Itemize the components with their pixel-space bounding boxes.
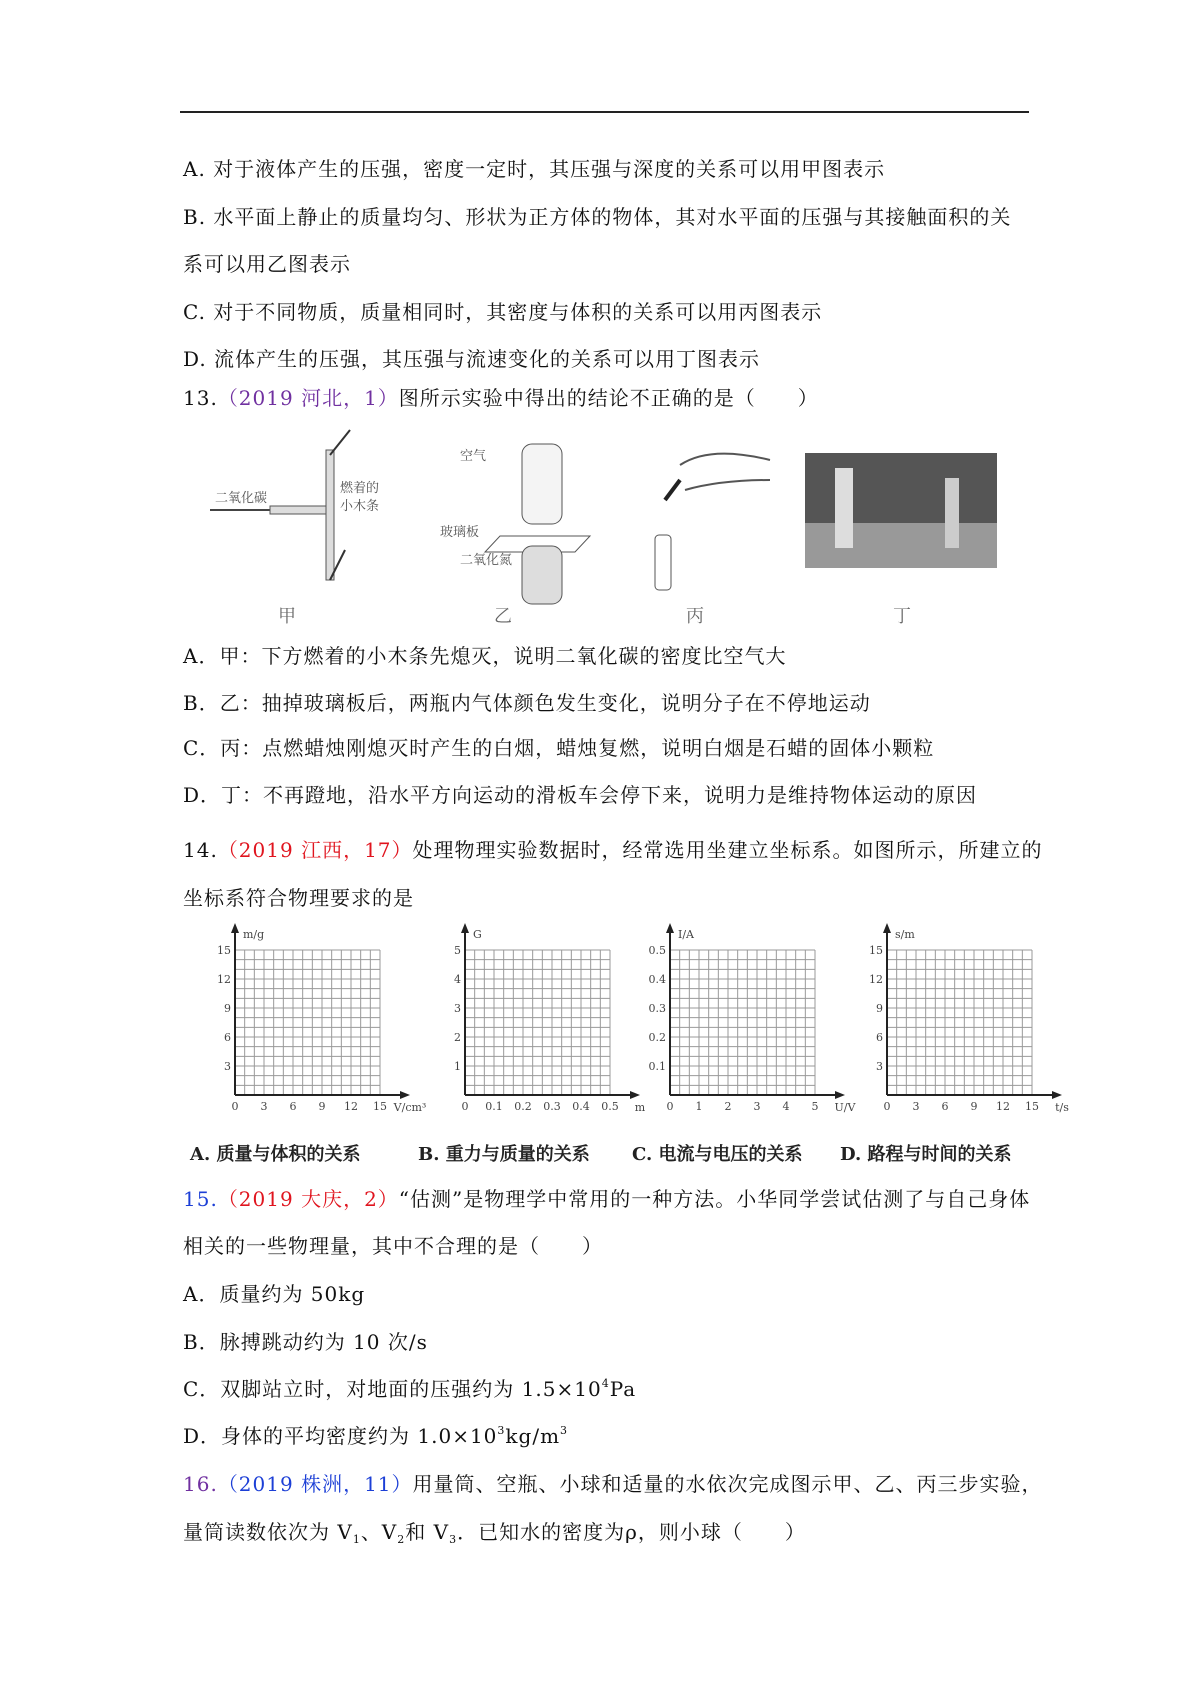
x-tick-label: 3 (260, 1100, 268, 1113)
x-tick-label: 15 (1025, 1100, 1039, 1113)
y-tick-label: 0.4 (648, 973, 666, 986)
q15-stem-cont: 相关的一些物理量，其中不合理的是（ ） (183, 1234, 603, 1258)
q15-option-b: B．脉搏跳动约为 10 次/s (183, 1330, 428, 1354)
y-tick-label: 15 (869, 944, 883, 957)
y-axis-label: s/m (895, 928, 915, 941)
x-tick-label: 9 (318, 1100, 326, 1113)
label-jia: 甲 (278, 606, 296, 627)
graph-d (862, 930, 1067, 1130)
q12-option-d: D. 流体产生的压强，其压强与流速变化的关系可以用丁图表示 (183, 347, 761, 371)
q16-stem (183, 1471, 1043, 1497)
y-tick-label: 4 (454, 973, 461, 986)
x-axis-label: t/s (1055, 1101, 1069, 1114)
y-arrow (666, 923, 674, 933)
x-tick-label: 9 (970, 1100, 978, 1113)
x-tick-label: 2 (724, 1100, 732, 1113)
x-arrow (835, 1091, 845, 1099)
air-label: 空气 (460, 449, 487, 464)
x-tick-label: 12 (996, 1100, 1010, 1113)
x-tick-label: 12 (344, 1100, 358, 1113)
q16-number: 16. (183, 1472, 218, 1496)
q16-source: （2019 株洲，11） (217, 1472, 413, 1496)
text: ．已知水的密度为ρ，则小球（ ） (457, 1520, 806, 1544)
x-tick-label: 0 (461, 1100, 469, 1113)
x-tick-label: 6 (941, 1100, 949, 1113)
y-axis-label: I/A (678, 928, 694, 941)
text: 和 V (405, 1520, 450, 1544)
y-tick-label: 5 (454, 944, 461, 957)
y-tick-label: 0.3 (648, 1002, 666, 1015)
x-tick-label: 3 (753, 1100, 761, 1113)
x-tick-label: 1 (695, 1100, 703, 1113)
x-tick-label: 0.5 (601, 1100, 619, 1113)
x-tick-label: 0.4 (572, 1100, 590, 1113)
no2-label: 二氧化氮 (460, 553, 513, 568)
graph-a (210, 928, 427, 1130)
y-tick-label: 15 (217, 944, 231, 957)
q12-option-c: C. 对于不同物质，质量相同时，其密度与体积的关系可以用丙图表示 (183, 300, 823, 324)
person-left (835, 468, 853, 548)
y-tick-label: 12 (217, 973, 231, 986)
unit: Pa (609, 1377, 637, 1401)
x-axis-label: U/V (834, 1101, 856, 1114)
y-arrow (461, 923, 469, 933)
q12-option-b-cont: 系可以用乙图表示 (183, 252, 351, 276)
q13-option-d: D．丁：不再蹬地，沿水平方向运动的滑板车会停下来，说明力是维持物体运动的原因 (183, 783, 978, 807)
x-tick-label: 4 (782, 1100, 790, 1113)
y-tick-label: 6 (876, 1031, 883, 1044)
header-rule (180, 111, 1029, 113)
unit: kg/m (505, 1424, 561, 1448)
y-tick-label: 9 (876, 1002, 883, 1015)
hand (680, 454, 770, 490)
q13-number: 13. (183, 386, 218, 410)
upper-bottle (522, 444, 562, 524)
co2-label: 二氧化碳 (215, 491, 268, 506)
q15-option-c (183, 1376, 636, 1402)
label-yi: 乙 (494, 606, 512, 627)
q15-text: “估测”是物理学中常用的一种方法。小华同学尝试估测了与自己身体 (398, 1187, 1031, 1211)
y-tick-label: 0.5 (648, 944, 666, 957)
text: D．身体的平均密度约为 1.0×10 (183, 1424, 498, 1448)
x-arrow (400, 1091, 410, 1099)
lower-bottle (522, 546, 562, 604)
q14-stem (183, 837, 1043, 863)
graph-c (645, 928, 856, 1130)
exponent: 3 (497, 1424, 506, 1437)
q15-number: 15. (183, 1187, 218, 1211)
plate-label: 玻璃板 (440, 525, 480, 540)
q14-text: 处理物理实验数据时，经常选用坐建立坐标系。如图所示，所建立的 (412, 838, 1043, 862)
subscript: 2 (397, 1533, 406, 1546)
figure-bing (640, 445, 780, 595)
q12-option-a: A. 对于液体产生的压强，密度一定时，其压强与深度的关系可以用甲图表示 (183, 157, 886, 181)
text: 量筒读数依次为 V (183, 1520, 353, 1544)
y-tick-label: 9 (224, 1002, 231, 1015)
q13-option-a: A．甲：下方燃着的小木条先熄灭，说明二氧化碳的密度比空气大 (183, 644, 787, 668)
y-arrow (883, 923, 891, 933)
caption-c: C. 电流与电压的关系 (632, 1144, 803, 1165)
y-tick-label: 3 (454, 1002, 461, 1015)
y-tick-label: 6 (224, 1031, 231, 1044)
y-tick-label: 0.2 (648, 1031, 666, 1044)
y-arrow (231, 923, 239, 933)
y-tick-label: 1 (454, 1060, 461, 1073)
x-arrow (630, 1091, 640, 1099)
x-axis-label: V/cm³ (393, 1101, 427, 1114)
q13-text: 图所示实验中得出的结论不正确的是（ ） (398, 386, 819, 410)
q12-option-b: B. 水平面上静止的质量均匀、形状为正方体的物体，其对水平面的压强与其接触面积的关 (183, 205, 1012, 229)
stick-label: 燃着的 (340, 481, 380, 496)
y-tick-label: 0.1 (648, 1060, 666, 1073)
unit-exponent: 3 (560, 1424, 569, 1437)
figure-ding-photo (805, 453, 997, 568)
q14-stem-cont: 坐标系符合物理要求的是 (183, 886, 414, 910)
x-tick-label: 0 (231, 1100, 239, 1113)
subscript: 3 (449, 1533, 458, 1546)
x-tick-label: 6 (289, 1100, 297, 1113)
wood-stick-top (330, 430, 350, 455)
q16-stem-cont (183, 1519, 806, 1545)
x-arrow (1052, 1091, 1062, 1099)
y-tick-label: 3 (224, 1060, 231, 1073)
x-tick-label: 0 (666, 1100, 674, 1113)
candle (655, 535, 671, 590)
x-tick-label: 0.1 (485, 1100, 503, 1113)
q15-source: （2019 大庆，2） (217, 1187, 399, 1211)
y-tick-label: 12 (869, 973, 883, 986)
q13-option-b: B．乙：抽掉玻璃板后，两瓶内气体颜色发生变化，说明分子在不停地运动 (183, 691, 871, 715)
y-tick-label: 3 (876, 1060, 883, 1073)
x-tick-label: 0 (883, 1100, 891, 1113)
x-tick-label: 3 (912, 1100, 920, 1113)
q14-source: （2019 江西，17） (217, 838, 413, 862)
x-tick-label: 0.2 (514, 1100, 532, 1113)
person-right (945, 478, 959, 548)
text: C．双脚站立时，对地面的压强约为 1.5×10 (183, 1377, 602, 1401)
caption-d: D. 路程与时间的关系 (840, 1144, 1012, 1165)
text: 、V (360, 1520, 398, 1544)
y-axis-label: m/g (243, 928, 265, 941)
q13-stem (183, 385, 819, 411)
t-tube (326, 450, 334, 580)
q16-text: 用量筒、空瓶、小球和适量的水依次完成图示甲、乙、丙三步实验， (412, 1472, 1043, 1496)
exponent: 4 (601, 1377, 610, 1390)
x-tick-label: 0.3 (543, 1100, 561, 1113)
graph-b (440, 930, 645, 1130)
q13-source: （2019 河北，1） (217, 386, 399, 410)
q15-option-d (183, 1423, 568, 1449)
q15-option-a: A．质量约为 50kg (183, 1282, 366, 1306)
x-tick-label: 15 (373, 1100, 387, 1113)
x-axis-label: m (634, 1101, 646, 1114)
y-axis-label: G (473, 928, 482, 941)
figure-yi (440, 436, 600, 601)
q14-number: 14. (183, 838, 218, 862)
x-tick-label: 5 (811, 1100, 819, 1113)
stick-label-2: 小木条 (340, 499, 380, 514)
label-bing: 丙 (686, 606, 704, 627)
subscript: 1 (352, 1533, 361, 1546)
caption-b: B. 重力与质量的关系 (418, 1144, 590, 1165)
label-ding: 丁 (893, 606, 911, 627)
q15-stem (183, 1186, 1030, 1212)
caption-a: A. 质量与体积的关系 (190, 1144, 361, 1165)
figure-jia (205, 430, 405, 600)
y-tick-label: 2 (454, 1031, 461, 1044)
q13-option-c: C．丙：点燃蜡烛刚熄灭时产生的白烟，蜡烛复燃，说明白烟是石蜡的固体小颗粒 (183, 736, 935, 760)
match (665, 480, 680, 500)
